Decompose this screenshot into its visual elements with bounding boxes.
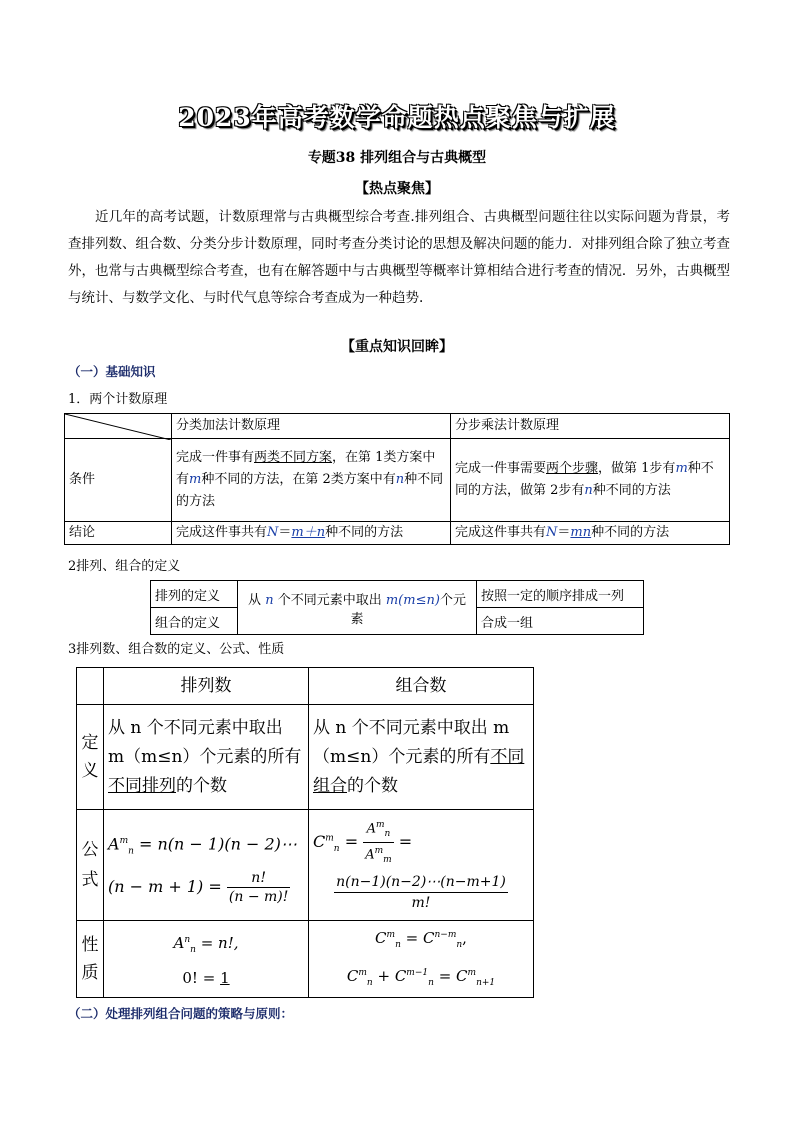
formulas-table bbox=[76, 667, 534, 998]
header-addition: 分类加法计数原理 bbox=[172, 414, 451, 439]
section-hot-focus: 【热点聚焦】 bbox=[355, 181, 439, 197]
definitions-table bbox=[150, 580, 644, 635]
row-label-conclusion: 结论 bbox=[65, 522, 172, 545]
permutation-formula: $A^m_n = n(n - 1)(n$ − 2)⋯ (n − m + 1) = $\frac{n!}{(n - m)!}$ bbox=[104, 810, 309, 921]
section-key-knowledge: 【重点知识回眸】 bbox=[341, 339, 453, 355]
strategy-heading: （二）处理排列组合问题的策略与原则： bbox=[68, 1006, 294, 1021]
permutation-property: $A^n_n = n$!, 0! = 1 bbox=[104, 921, 309, 998]
counting-principles-table bbox=[64, 413, 730, 545]
combination-def-label: 组合的定义 bbox=[151, 608, 238, 635]
permutation-definition: 从 n 个不同元素中取出 m（m≤n）个元素的所有不同排列的个数 bbox=[104, 705, 309, 810]
item-3-heading: 3排列数、组合数的定义、公式、性质 bbox=[68, 642, 285, 657]
header-multiplication: 分步乘法计数原理 bbox=[451, 414, 730, 439]
row-label-definition: 定义 bbox=[77, 705, 104, 810]
row-label-formula: 公式 bbox=[77, 810, 104, 921]
item-2-heading: 2排列、组合的定义 bbox=[68, 559, 181, 574]
corner-empty bbox=[77, 668, 104, 705]
corner-cell bbox=[65, 414, 172, 439]
combination-def-right: 合成一组 bbox=[477, 608, 644, 635]
item-1-heading: 1．两个计数原理 bbox=[68, 392, 168, 407]
diagonal-line bbox=[65, 414, 171, 440]
permutation-def-right: 按照一定的顺序排成一列 bbox=[477, 581, 644, 608]
permutation-def-label: 排列的定义 bbox=[151, 581, 238, 608]
combination-property: $C^m_n = C^{n-m}_n$, $C^m_n + C^{m-1}_n = C^m_{n+1}$ bbox=[309, 921, 534, 998]
row-label-condition: 条件 bbox=[65, 439, 172, 522]
multiplication-condition: 完成一件事需要两个步骤，做第 1步有m种不同的方法，做第 2步有n种不同的方法 bbox=[451, 439, 730, 522]
combination-definition: 从 n 个不同元素中取出 m（m≤n）个元素的所有不同组合的个数 bbox=[309, 705, 534, 810]
combination-formula: $C^m_n$ = $\frac{A^m_n}{A^m_m}$ = $\frac{n(n-1)(n-2)\cdots(n-m+1)}{m!}$ bbox=[309, 810, 534, 921]
intro-paragraph: 近几年的高考试题，计数原理常与古典概型综合考查.排列组合、古典概型问题往往以实际问题为背景，考查排列数、组合数、分类分步计数原理，同时考查分类讨论的思想及解决问题的能力．对排列组合除了独立考查外，也常与古典概型综合考查，也有在解答题中与古典概型等概率计算相结合进行考查的情况．另外，古典概型与统计、与数学文化、与时代气息等综合考查成为一种趋势. bbox=[68, 209, 730, 306]
multiplication-conclusion: 完成这件事共有N＝mn种不同的方法 bbox=[451, 522, 730, 545]
definition-middle: 从 n 个不同元素中取出 m(m≤n)个元素 bbox=[238, 581, 477, 635]
row-label-property: 性质 bbox=[77, 921, 104, 998]
main-title: 2023年高考数学命题热点聚焦与扩展 bbox=[178, 103, 616, 132]
header-permutation-number: 排列数 bbox=[104, 668, 309, 705]
topic-title: 专题38 排列组合与古典概型 bbox=[307, 150, 487, 166]
header-combination-number: 组合数 bbox=[309, 668, 534, 705]
addition-condition: 完成一件事有两类不同方案，在第 1类方案中有m种不同的方法，在第 2类方案中有n种不同的方法 bbox=[172, 439, 451, 522]
basic-knowledge-heading: （一）基础知识 bbox=[68, 364, 156, 379]
addition-conclusion: 完成这件事共有N＝m＋n种不同的方法 bbox=[172, 522, 451, 545]
